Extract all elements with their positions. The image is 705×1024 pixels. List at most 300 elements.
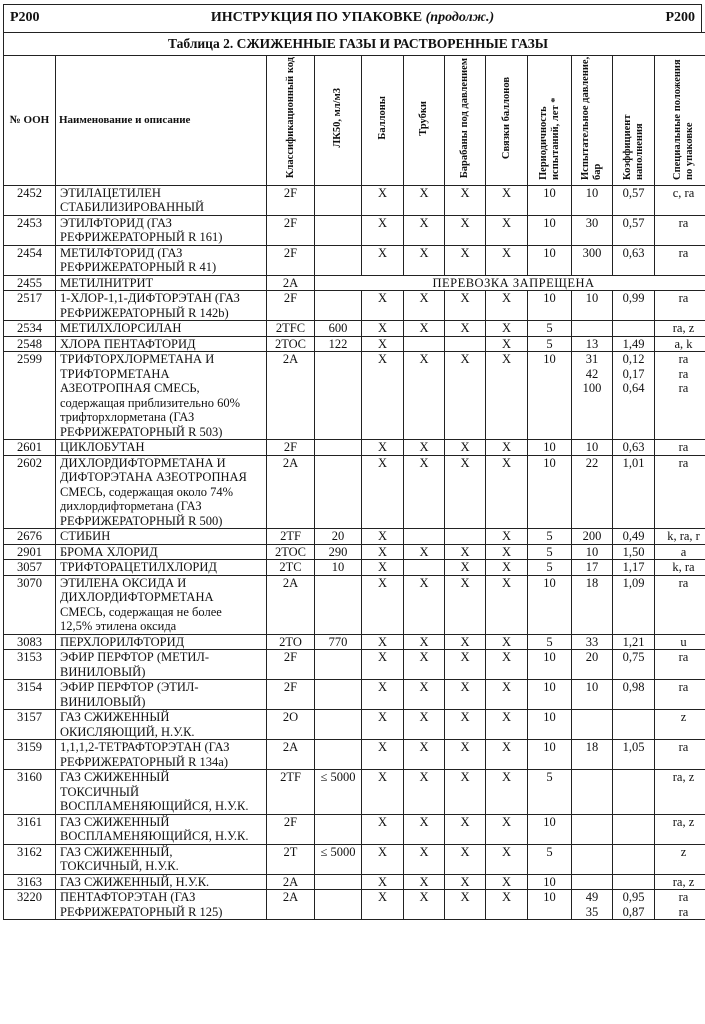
substance-name: ХЛОРА ПЕНТАФТОРИД [56,336,267,352]
test-pressure: 10 [572,680,613,710]
lc50-value: 290 [315,544,362,560]
fill-ratio: 0,98 [613,680,655,710]
special-provisions: ra [655,291,705,321]
class-code: 2TC [267,560,315,576]
bundles-mark: X [486,680,528,710]
cylinders-mark: X [362,440,404,456]
col-header-special: Специальные положения по упаковке [655,56,705,186]
page-header [3,4,702,32]
un-number: 3162 [4,844,56,874]
substance-name: ПЕНТАФТОРЭТАН (ГАЗ РЕФРИЖЕРАТОРНЫЙ R 125) [56,890,267,920]
test-pressure [572,844,613,874]
substance-name: ЭТИЛАЦЕТИЛЕН СТАБИЛИЗИРОВАННЫЙ [56,185,267,215]
special-provisions: c, ra [655,185,705,215]
fill-ratio: 1,01 [613,455,655,529]
drums-mark: X [445,844,486,874]
un-number: 2548 [4,336,56,352]
cylinders-mark: X [362,890,404,920]
lc50-value [315,215,362,245]
un-number: 2601 [4,440,56,456]
table-row [4,185,705,215]
lc50-value: 770 [315,634,362,650]
substance-name: ТРИФТОРАЦЕТИЛХЛОРИД [56,560,267,576]
test-period: 10 [528,215,572,245]
fill-ratio: 0,99 [613,291,655,321]
class-code: 2A [267,575,315,634]
special-provisions: ra, z [655,874,705,890]
drums-mark: X [445,770,486,815]
bundles-mark: X [486,185,528,215]
fill-ratio [613,321,655,337]
cylinders-mark: X [362,710,404,740]
class-code: 2T [267,844,315,874]
test-pressure: 33 [572,634,613,650]
special-provisions: ra, z [655,814,705,844]
drums-mark: X [445,215,486,245]
tubes-mark: X [404,455,445,529]
gas-table [3,32,705,920]
cylinders-mark: X [362,814,404,844]
class-code: 2F [267,440,315,456]
substance-name: ЭТИЛФТОРИД (ГАЗ РЕФРИЖЕРАТОРНЫЙ R 161) [56,215,267,245]
fill-ratio: 0,57 [613,185,655,215]
fill-ratio: 1,05 [613,740,655,770]
test-period: 10 [528,455,572,529]
test-pressure: 17 [572,560,613,576]
substance-name: МЕТИЛФТОРИД (ГАЗ РЕФРИЖЕРАТОРНЫЙ R 41) [56,245,267,275]
tubes-mark: X [404,575,445,634]
tubes-mark: X [404,890,445,920]
table-row [4,321,705,337]
special-provisions: ra ra ra [655,352,705,440]
class-code: 2TF [267,770,315,815]
page-title [4,10,701,26]
drums-mark: X [445,634,486,650]
substance-name: ЭФИР ПЕРФТОР (ЭТИЛ- ВИНИЛОВЫЙ) [56,680,267,710]
fill-ratio: 1,50 [613,544,655,560]
bundles-mark: X [486,544,528,560]
bundles-mark: X [486,814,528,844]
tubes-mark: X [404,680,445,710]
test-period: 10 [528,245,572,275]
bundles-mark: X [486,560,528,576]
cylinders-mark: X [362,740,404,770]
un-number: 2453 [4,215,56,245]
lc50-value: ≤ 5000 [315,770,362,815]
fill-ratio: 0,57 [613,215,655,245]
cylinders-mark: X [362,455,404,529]
fill-ratio: 1,49 [613,336,655,352]
tubes-mark [404,560,445,576]
lc50-value: 10 [315,560,362,576]
special-provisions: u [655,634,705,650]
lc50-value [315,291,362,321]
col-header-fill-ratio: Коэффициент наполнения [613,56,655,186]
lc50-value: 122 [315,336,362,352]
un-number: 3160 [4,770,56,815]
substance-name: 1,1,1,2-ТЕТРАФТОРЭТАН (ГАЗ РЕФРИЖЕРАТОРНЫЙ R 134a) [56,740,267,770]
test-period: 5 [528,844,572,874]
lc50-value [315,890,362,920]
substance-name: ГАЗ СЖИЖЕННЫЙ ТОКСИЧНЫЙ ВОСПЛАМЕНЯЮЩИЙСЯ, Н.У.К. [56,770,267,815]
prohibited-banner: ПЕРЕВОЗКА ЗАПРЕЩЕНА [315,275,705,291]
class-code: 2O [267,710,315,740]
un-number: 3161 [4,814,56,844]
fill-ratio: 1,17 [613,560,655,576]
test-pressure [572,321,613,337]
tubes-mark: X [404,814,445,844]
col-header-name: Наименование и описание [56,56,267,186]
lc50-value [315,740,362,770]
lc50-value [315,440,362,456]
substance-name: ГАЗ СЖИЖЕННЫЙ ВОСПЛАМЕНЯЮЩИЙСЯ, Н.У.К. [56,814,267,844]
cylinders-mark: X [362,321,404,337]
table-row [4,740,705,770]
instruction-code-left: P200 [10,10,40,25]
substance-name: ЭТИЛЕНА ОКСИДА И ДИХЛОРДИФТОРМЕТАНА СМЕСЬ, содержащая не более 12,5% этилена оксида [56,575,267,634]
fill-ratio [613,710,655,740]
tubes-mark: X [404,215,445,245]
col-header-tubes: Трубки [404,56,445,186]
substance-name: МЕТИЛХЛОРСИЛАН [56,321,267,337]
drums-mark: X [445,291,486,321]
test-period: 10 [528,352,572,440]
bundles-mark: X [486,740,528,770]
tubes-mark: X [404,650,445,680]
fill-ratio: 0,95 0,87 [613,890,655,920]
test-period: 10 [528,890,572,920]
drums-mark: X [445,575,486,634]
un-number: 3070 [4,575,56,634]
un-number: 3220 [4,890,56,920]
drums-mark: X [445,890,486,920]
table-row [4,352,705,440]
fill-ratio: 0,63 [613,440,655,456]
test-period: 5 [528,321,572,337]
cylinders-mark: X [362,680,404,710]
special-provisions: ra [655,740,705,770]
class-code: 2TF [267,529,315,545]
bundles-mark: X [486,336,528,352]
test-period: 10 [528,814,572,844]
test-pressure: 18 [572,575,613,634]
table-row [4,680,705,710]
tubes-mark: X [404,874,445,890]
test-period: 5 [528,634,572,650]
bundles-mark: X [486,529,528,545]
un-number: 2602 [4,455,56,529]
cylinders-mark: X [362,336,404,352]
test-period: 10 [528,185,572,215]
un-number: 2517 [4,291,56,321]
drums-mark: X [445,321,486,337]
special-provisions: a, k [655,336,705,352]
lc50-value [315,352,362,440]
special-provisions: ra [655,680,705,710]
table-row [4,874,705,890]
substance-name: СТИБИН [56,529,267,545]
drums-mark: X [445,560,486,576]
substance-name: ДИХЛОРДИФТОРМЕТАНА И ДИФТОРЭТАНА АЗЕОТРОПНАЯ СМЕСЬ, содержащая около 74% дихлордифторметана (ГАЗ РЕФРИЖЕРАТОРНЫЙ R 500) [56,455,267,529]
fill-ratio [613,874,655,890]
fill-ratio: 0,63 [613,245,655,275]
special-provisions: ra [655,575,705,634]
test-pressure [572,874,613,890]
test-period: 5 [528,544,572,560]
test-pressure: 300 [572,245,613,275]
substance-name: ЭФИР ПЕРФТОР (МЕТИЛ- ВИНИЛОВЫЙ) [56,650,267,680]
test-pressure: 22 [572,455,613,529]
col-header-un: № ООН [4,56,56,186]
table-row [4,440,705,456]
test-period: 10 [528,575,572,634]
lc50-value [315,575,362,634]
class-code: 2A [267,275,315,291]
bundles-mark: X [486,352,528,440]
substance-name: ГАЗ СЖИЖЕННЫЙ, Н.У.К. [56,874,267,890]
bundles-mark: X [486,455,528,529]
drums-mark: X [445,740,486,770]
bundles-mark: X [486,650,528,680]
table-row [4,336,705,352]
drums-mark: X [445,544,486,560]
drums-mark: X [445,710,486,740]
test-pressure: 49 35 [572,890,613,920]
class-code: 2A [267,890,315,920]
bundles-mark: X [486,440,528,456]
table-row [4,529,705,545]
lc50-value: 20 [315,529,362,545]
tubes-mark: X [404,634,445,650]
special-provisions: ra ra [655,890,705,920]
fill-ratio [613,770,655,815]
special-provisions: ra, z [655,321,705,337]
tubes-mark: X [404,740,445,770]
class-code: 2TO [267,634,315,650]
bundles-mark: X [486,770,528,815]
bundles-mark: X [486,874,528,890]
special-provisions: ra [655,455,705,529]
class-code: 2F [267,185,315,215]
cylinders-mark: X [362,185,404,215]
substance-name: ГАЗ СЖИЖЕННЫЙ ОКИСЛЯЮЩИЙ, Н.У.К. [56,710,267,740]
special-provisions: ra, z [655,770,705,815]
instruction-code-right: P200 [665,10,695,25]
special-provisions: k, ra [655,560,705,576]
substance-name: ТРИФТОРХЛОРМЕТАНА И ТРИФТОРМЕТАНА АЗЕОТРОПНАЯ СМЕСЬ, содержащая приблизительно 60% трифторхлорметана (ГАЗ РЕФРИЖЕРАТОРНЫЙ R 503) [56,352,267,440]
table-caption-row [4,33,705,56]
class-code: 2F [267,650,315,680]
test-pressure: 18 [572,740,613,770]
tubes-mark: X [404,440,445,456]
lc50-value [315,245,362,275]
test-pressure: 13 [572,336,613,352]
tubes-mark: X [404,544,445,560]
test-pressure: 20 [572,650,613,680]
un-number: 3153 [4,650,56,680]
class-code: 2A [267,352,315,440]
cylinders-mark: X [362,634,404,650]
bundles-mark: X [486,215,528,245]
bundles-mark: X [486,575,528,634]
test-pressure: 10 [572,291,613,321]
tubes-mark: X [404,185,445,215]
drums-mark: X [445,650,486,680]
drums-mark: X [445,814,486,844]
special-provisions: z [655,844,705,874]
fill-ratio: 0,49 [613,529,655,545]
table-row [4,275,705,291]
test-period: 10 [528,440,572,456]
drums-mark: X [445,874,486,890]
col-header-test-pressure: Испытательное давление, бар [572,56,613,186]
bundles-mark: X [486,844,528,874]
special-provisions: z [655,710,705,740]
bundles-mark: X [486,321,528,337]
cylinders-mark: X [362,770,404,815]
lc50-value: 600 [315,321,362,337]
special-provisions: a [655,544,705,560]
un-number: 3157 [4,710,56,740]
bundles-mark: X [486,291,528,321]
test-pressure: 10 [572,185,613,215]
un-number: 2534 [4,321,56,337]
tubes-mark: X [404,844,445,874]
table-row [4,650,705,680]
cylinders-mark: X [362,215,404,245]
test-period: 10 [528,650,572,680]
lc50-value [315,185,362,215]
test-period: 10 [528,680,572,710]
cylinders-mark: X [362,544,404,560]
class-code: 2F [267,291,315,321]
column-header-row [4,56,705,186]
un-number: 3154 [4,680,56,710]
test-period: 5 [528,560,572,576]
col-header-class-code: Классификационный код [267,56,315,186]
col-header-period: Периодичность испытаний, лет * [528,56,572,186]
table-row [4,575,705,634]
cylinders-mark: X [362,529,404,545]
table-row [4,291,705,321]
tubes-mark: X [404,321,445,337]
lc50-value [315,814,362,844]
col-header-lc50: ЛК50, мл/м3 [315,56,362,186]
table-row [4,245,705,275]
fill-ratio [613,844,655,874]
table-row [4,634,705,650]
test-pressure: 31 42 100 [572,352,613,440]
table-row [4,890,705,920]
substance-name: МЕТИЛНИТРИТ [56,275,267,291]
special-provisions: ra [655,215,705,245]
test-period: 10 [528,874,572,890]
cylinders-mark: X [362,245,404,275]
drums-mark: X [445,185,486,215]
test-period: 10 [528,740,572,770]
fill-ratio: 1,21 [613,634,655,650]
test-pressure [572,770,613,815]
class-code: 2F [267,215,315,245]
table-row [4,215,705,245]
un-number: 2901 [4,544,56,560]
cylinders-mark: X [362,844,404,874]
test-period: 10 [528,291,572,321]
special-provisions: ra [655,650,705,680]
fill-ratio [613,814,655,844]
test-period: 5 [528,529,572,545]
fill-ratio: 0,12 0,17 0,64 [613,352,655,440]
un-number: 2452 [4,185,56,215]
col-header-drums: Барабаны под давлением [445,56,486,186]
class-code: 2F [267,814,315,844]
test-pressure: 200 [572,529,613,545]
bundles-mark: X [486,245,528,275]
cylinders-mark: X [362,560,404,576]
table-caption: Таблица 2. СЖИЖЕННЫЕ ГАЗЫ И РАСТВОРЕННЫЕ ГАЗЫ [4,33,705,56]
drums-mark [445,529,486,545]
class-code: 2A [267,740,315,770]
col-header-bundles: Связки баллонов [486,56,528,186]
substance-name: ЦИКЛОБУТАН [56,440,267,456]
cylinders-mark: X [362,874,404,890]
class-code: 2A [267,455,315,529]
document-page [3,4,702,920]
table-row [4,544,705,560]
test-pressure [572,710,613,740]
lc50-value: ≤ 5000 [315,844,362,874]
test-pressure [572,814,613,844]
drums-mark: X [445,455,486,529]
lc50-value [315,680,362,710]
cylinders-mark: X [362,291,404,321]
un-number: 3163 [4,874,56,890]
substance-name: ПЕРХЛОРИЛФТОРИД [56,634,267,650]
substance-name: БРОМА ХЛОРИД [56,544,267,560]
table-row [4,560,705,576]
fill-ratio: 0,75 [613,650,655,680]
drums-mark: X [445,245,486,275]
special-provisions: ra [655,245,705,275]
un-number: 2455 [4,275,56,291]
tubes-mark: X [404,352,445,440]
col-header-cylinders: Баллоны [362,56,404,186]
special-provisions: ra [655,440,705,456]
drums-mark: X [445,352,486,440]
lc50-value [315,874,362,890]
drums-mark [445,336,486,352]
un-number: 2454 [4,245,56,275]
test-period: 5 [528,770,572,815]
table-row [4,710,705,740]
drums-mark: X [445,680,486,710]
lc50-value [315,650,362,680]
lc50-value [315,710,362,740]
page-title-text: ИНСТРУКЦИЯ ПО УПАКОВКЕ [210,10,423,25]
class-code: 2A [267,874,315,890]
table-row [4,844,705,874]
cylinders-mark: X [362,650,404,680]
table-row [4,455,705,529]
substance-name: ГАЗ СЖИЖЕННЫЙ, ТОКСИЧНЫЙ, Н.У.К. [56,844,267,874]
tubes-mark [404,336,445,352]
class-code: 2TOC [267,336,315,352]
class-code: 2TFC [267,321,315,337]
test-period: 10 [528,710,572,740]
cylinders-mark: X [362,575,404,634]
special-provisions: k, ra, r [655,529,705,545]
un-number: 2599 [4,352,56,440]
